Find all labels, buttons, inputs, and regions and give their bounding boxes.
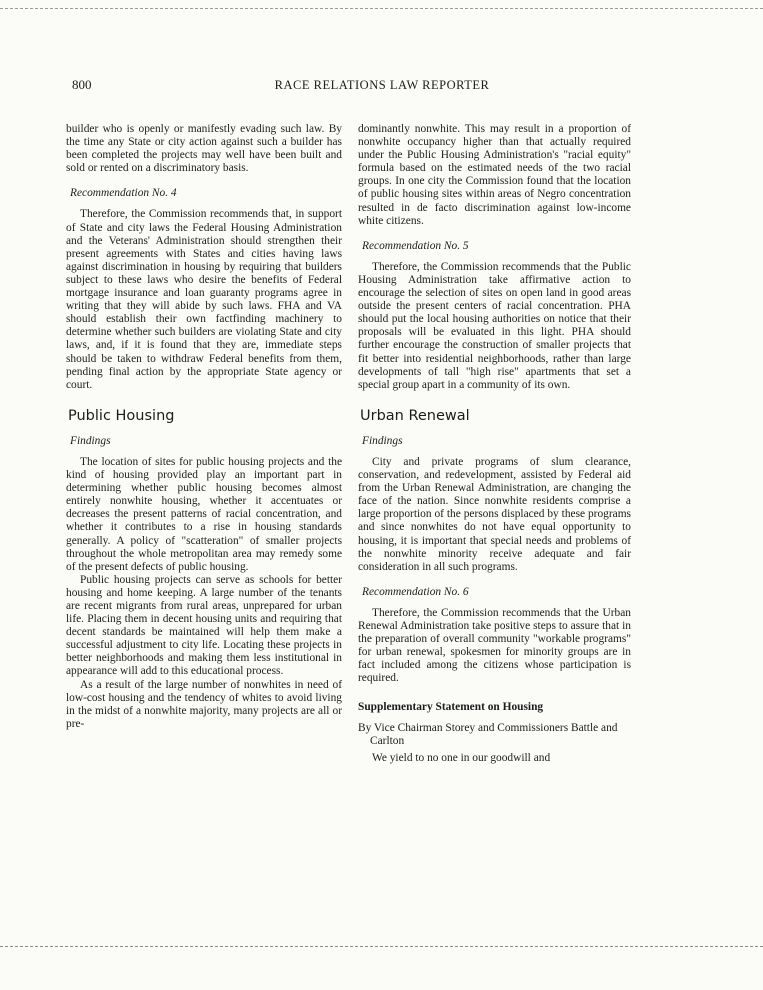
recommendation-6-text: Therefore, the Commission recommends that the Urban Renewal Administration take positive steps to assure that in the preparation of overall community "workable programs" for urban renewal, spokesmen for minority groups are in fact included among the citizens whose participation is required.: [358, 606, 631, 685]
paragraph-nonwhite-continuation: dominantly nonwhite. This may result in a proportion of nonwhite occupancy higher than that actually required under the Public Housing Administration's "racial equity" formula based on the estimated needs of the two racial groups. In one city the Commission found that the location of public housing sites within areas of Negro concentration resulted in de facto discrimination against low-income white citizens.: [358, 123, 631, 227]
page-number: 800: [72, 77, 92, 92]
urban-renewal-paragraph: City and private programs of slum clearance, conservation, and redevelopment, assisted by Federal aid from the Urban Renewal Administration, are changing the face of the nation. Since nonwhite residents comprise a large proportion of the persons displaced by these programs and since nonwhites do not have equal opportunity to housing, it is important that special needs and problems of the nonwhite minority receive adequate and fair consideration in all such programs.: [358, 455, 631, 573]
public-housing-findings-heading: Findings: [70, 434, 111, 447]
recommendation-4-text: Therefore, the Commission recommends that, in support of State and city laws the Federal Housing Administration and the Veterans' Administration should strengthen their present agreements with States and cities having laws against discrimination in housing by requiring that builders subject to these laws who desire the benefits of Federal mortgage insurance and loan guaranty programs agree in writing that they will abide by such laws. FHA and VA should establish their own factfinding machinery to determine whether such builders are violating State and city laws, and, if it is found that they are, immediate steps should be taken to withdraw Federal benefits from them, pending final action by the appropriate State agency or court.: [66, 208, 342, 391]
public-housing-paragraph-1: The location of sites for public housing projects and the kind of housing provided play an important part in determining whether public housing becomes almost entirely nonwhite housing, whether it accentuates or decreases the present patterns of racial concentration, and whether it contributes to a rise in housing standards generally. A policy of "scatteration" of smaller projects throughout the whole metropolitan area may remedy some of the present defects of public housing.: [66, 455, 342, 573]
recommendation-6-heading: Recommendation No. 6: [362, 585, 469, 598]
left-column: [66, 123, 342, 731]
recommendation-4-heading: Recommendation No. 4: [70, 187, 177, 200]
urban-renewal-heading: Urban Renewal: [360, 407, 470, 424]
public-housing-paragraph-3: As a result of the large number of nonwhites in need of low-cost housing and the tendency of whites to avoid living in the midst of a nonwhite majority, many projects are all or pre-: [66, 678, 342, 730]
supplementary-statement-byline: By Vice Chairman Storey and Commissioners Battle and Carlton: [358, 721, 618, 747]
running-head: RACE RELATIONS LAW REPORTER: [274, 78, 490, 92]
public-housing-paragraph-2: Public housing projects can serve as schools for better housing and home keeping. A large number of the tenants are recent migrants from rural areas, unprepared for urban life. Placing them in decent housing units and requiring that decent standards be maintained will help them make a successful adjustment to city life. Locating these projects in better neighborhoods and making them less institutional in appearance will add to this educational process.: [66, 573, 342, 678]
supplementary-statement-opening-line: We yield to no one in our goodwill and: [372, 751, 551, 764]
bottom-scan-edge: [0, 946, 763, 947]
top-scan-edge: [0, 8, 763, 9]
paragraph-builder-continuation: builder who is openly or manifestly evading such law. By the time any State or city action against such a builder has been completed the projects may well have been built and sold or rented on a discriminatory basis.: [66, 123, 342, 175]
urban-renewal-findings-heading: Findings: [362, 434, 403, 447]
recommendation-5-text: Therefore, the Commission recommends that the Public Housing Administration take affirmative action to encourage the selection of sites on open land in good areas outside the present centers of racial concentration. PHA should put the local housing authorities on notice that their proposals will be evaluated in this light. PHA should further encourage the construction of smaller projects that fit better into residential neighborhoods, rather than large developments of tall "high rise" apartments that set a special group apart in a community of its own.: [358, 260, 631, 391]
right-column: [358, 123, 631, 765]
public-housing-heading: Public Housing: [68, 407, 175, 424]
recommendation-5-heading: Recommendation No. 5: [362, 239, 469, 252]
supplementary-statement-heading: Supplementary Statement on Housing: [358, 701, 544, 714]
